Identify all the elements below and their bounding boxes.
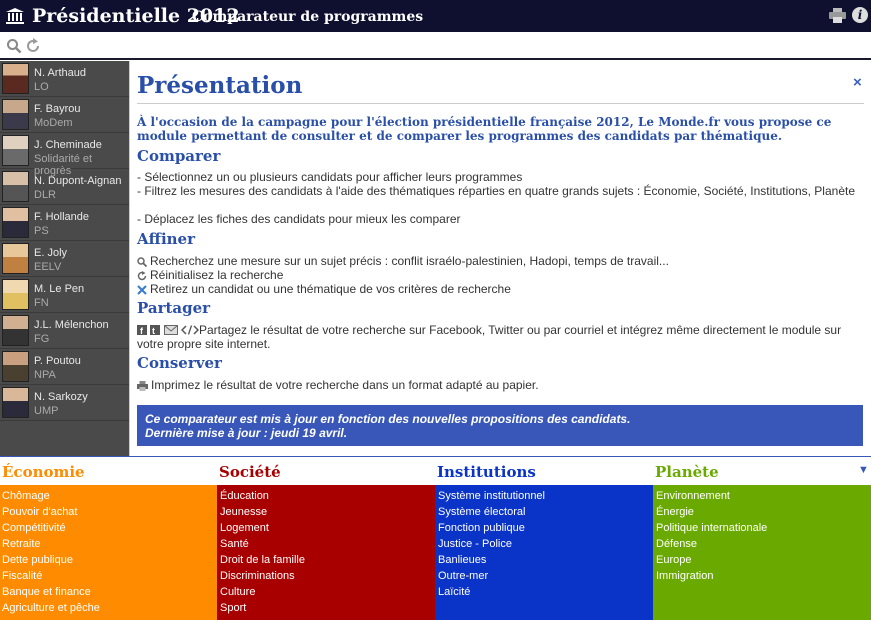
- theme-item[interactable]: Logement: [220, 522, 269, 534]
- svg-text:f: f: [140, 326, 143, 335]
- theme-item[interactable]: Laïcité: [438, 586, 471, 598]
- candidate-name: N. Dupont-Aignan: [34, 175, 122, 187]
- theme-item[interactable]: Pouvoir d'achat: [2, 506, 78, 518]
- section-title-conserver: Conserver: [137, 354, 222, 372]
- comparer-line: - Filtrez les mesures des candidats à l'aide des thématiques réparties en quatre grands sujets : Économie, Société, Institutions, Planète: [137, 184, 856, 198]
- presentation-panel: [129, 61, 871, 456]
- affiner-text: Recherchez une mesure sur un sujet précis : conflit israélo-palestinien, Hadopi, temps de travail...: [150, 254, 669, 268]
- theme-item[interactable]: Énergie: [656, 506, 694, 518]
- affiner-line: [137, 268, 283, 282]
- theme-list: [217, 485, 435, 620]
- info-icon[interactable]: i: [852, 7, 868, 23]
- app-header: [0, 0, 871, 32]
- candidate-photo: [2, 315, 29, 346]
- section-title-comparer: Comparer: [137, 147, 221, 165]
- candidate-party: LO: [34, 81, 49, 93]
- candidate-name: N. Sarkozy: [34, 391, 88, 403]
- divider: [137, 103, 864, 104]
- intro-text: À l'occasion de la campagne pour l'élection présidentielle française 2012, Le Monde.fr vous propose ce module permettant de consulter et de comparer les programmes des candidats par thématique.: [137, 115, 832, 143]
- candidate-party: FN: [34, 297, 49, 309]
- theme-column-economie: [0, 457, 217, 620]
- candidate-item[interactable]: [0, 169, 129, 205]
- theme-item[interactable]: Santé: [220, 538, 249, 550]
- theme-item[interactable]: Agriculture et pêche: [2, 602, 100, 614]
- notice-line: Dernière mise à jour : jeudi 19 avril.: [145, 426, 348, 440]
- theme-item[interactable]: Compétitivité: [2, 522, 66, 534]
- notice-line: Ce comparateur est mis à jour en fonction des nouvelles propositions des candidats.: [145, 412, 631, 426]
- refresh-icon[interactable]: [25, 38, 41, 54]
- affiner-line: [137, 282, 511, 296]
- search-icon: [137, 257, 147, 267]
- candidate-item[interactable]: [0, 349, 129, 385]
- theme-item[interactable]: Justice - Police: [438, 538, 512, 550]
- theme-item[interactable]: Jeunesse: [220, 506, 268, 518]
- candidate-name: E. Joly: [34, 247, 68, 259]
- partager-line: [137, 323, 862, 351]
- theme-item[interactable]: Système institutionnel: [438, 490, 545, 502]
- candidate-photo: [2, 135, 29, 166]
- refresh-icon: [137, 271, 147, 281]
- candidate-photo: [2, 63, 29, 94]
- candidate-name: F. Bayrou: [34, 103, 81, 115]
- candidate-photo: [2, 171, 29, 202]
- candidate-name: M. Le Pen: [34, 283, 85, 295]
- print-icon[interactable]: [829, 8, 846, 23]
- collapse-arrow-icon[interactable]: ▼: [858, 464, 869, 476]
- theme-title-institutions[interactable]: Institutions: [435, 457, 653, 485]
- candidate-photo: [2, 351, 29, 382]
- candidate-party: EELV: [34, 261, 62, 273]
- print-icon: [137, 381, 148, 391]
- affiner-line: [137, 254, 669, 268]
- candidate-item[interactable]: [0, 385, 129, 421]
- candidate-name: N. Arthaud: [34, 67, 86, 79]
- candidate-item[interactable]: [0, 313, 129, 349]
- affiner-text: Réinitialisez la recherche: [150, 268, 284, 282]
- app-subtitle: Comparateur de programmes: [192, 9, 424, 25]
- candidate-party: UMP: [34, 405, 59, 417]
- email-icon: [164, 325, 178, 335]
- theme-item[interactable]: Banlieues: [438, 554, 487, 566]
- candidate-item[interactable]: [0, 97, 129, 133]
- theme-item[interactable]: Système électoral: [438, 506, 526, 518]
- theme-column-societe: [217, 457, 435, 620]
- candidate-item[interactable]: [0, 61, 129, 97]
- themes-bar: [0, 456, 871, 620]
- candidate-photo: [2, 207, 29, 238]
- candidate-party: Solidarité et progrès: [34, 153, 93, 177]
- candidate-item[interactable]: [0, 205, 129, 241]
- candidate-name: J.L. Mélenchon: [34, 319, 109, 331]
- app-title: Présidentielle 2012: [32, 5, 240, 27]
- update-notice: [137, 405, 863, 446]
- candidate-party: DLR: [34, 189, 57, 201]
- candidate-item[interactable]: [0, 277, 129, 313]
- toolbar: [0, 32, 871, 60]
- close-icon: [137, 285, 147, 295]
- candidate-item[interactable]: [0, 133, 129, 177]
- candidate-name: J. Cheminade: [34, 139, 102, 151]
- comparer-line: - Déplacez les fiches des candidats pour mieux les comparer: [137, 212, 461, 226]
- comparer-line: - Sélectionnez un ou plusieurs candidats pour afficher leurs programmes: [137, 170, 523, 184]
- theme-item[interactable]: Droit de la famille: [220, 554, 305, 566]
- theme-column-institutions: [435, 457, 653, 620]
- conserver-line: [137, 378, 539, 392]
- theme-item[interactable]: Europe: [656, 554, 692, 566]
- theme-item[interactable]: Fiscalité: [2, 570, 43, 582]
- conserver-text: Imprimez le résultat de votre recherche dans un format adapté au papier.: [151, 378, 539, 392]
- share-icons: [137, 324, 199, 336]
- candidate-photo: [2, 387, 29, 418]
- theme-title-societe[interactable]: Société: [217, 457, 435, 485]
- theme-item[interactable]: Dette publique: [2, 554, 73, 566]
- candidate-name: P. Poutou: [34, 355, 81, 367]
- section-title-partager: Partager: [137, 299, 211, 317]
- candidate-photo: [2, 99, 29, 130]
- theme-list: [435, 485, 653, 620]
- theme-title-planete[interactable]: Planète: [653, 457, 871, 485]
- theme-item[interactable]: Immigration: [656, 570, 714, 582]
- embed-icon: [181, 325, 199, 335]
- theme-item[interactable]: Outre-mer: [438, 570, 489, 582]
- theme-item[interactable]: Éducation: [220, 490, 269, 502]
- theme-title-economie[interactable]: Économie: [0, 457, 217, 485]
- candidate-party: FG: [34, 333, 50, 345]
- candidate-party: MoDem: [34, 117, 73, 129]
- theme-column-planete: [653, 457, 871, 620]
- candidate-photo: [2, 243, 29, 274]
- theme-item[interactable]: Fonction publique: [438, 522, 525, 534]
- twitter-icon: [150, 325, 160, 335]
- section-title-affiner: Affiner: [137, 230, 196, 248]
- candidate-item[interactable]: [0, 241, 129, 277]
- panel-title: Présentation: [137, 72, 303, 99]
- candidate-list: [0, 61, 129, 456]
- close-icon[interactable]: ×: [853, 74, 862, 91]
- theme-item[interactable]: Chômage: [2, 490, 50, 502]
- theme-item[interactable]: Banque et finance: [2, 586, 91, 598]
- candidate-party: PS: [34, 225, 49, 237]
- theme-item[interactable]: Retraite: [2, 538, 41, 550]
- theme-item[interactable]: Environnement: [656, 490, 730, 502]
- svg-text:t: t: [152, 326, 156, 335]
- theme-item[interactable]: Discriminations: [220, 570, 295, 582]
- affiner-text: Retirez un candidat ou une thématique de vos critères de recherche: [150, 282, 511, 296]
- theme-list: [653, 485, 871, 620]
- search-icon[interactable]: [6, 38, 22, 54]
- monument-icon: [6, 8, 24, 24]
- partager-text: Partagez le résultat de votre recherche sur Facebook, Twitter ou par courriel et intégrez même directement le module sur votre propre site internet.: [137, 323, 842, 351]
- theme-item[interactable]: Culture: [220, 586, 256, 598]
- candidate-party: NPA: [34, 369, 56, 381]
- theme-list: [0, 485, 217, 620]
- candidate-name: F. Hollande: [34, 211, 90, 223]
- candidate-photo: [2, 279, 29, 310]
- facebook-icon: [137, 325, 147, 335]
- theme-item[interactable]: Sport: [220, 602, 247, 614]
- theme-item[interactable]: Politique internationale: [656, 522, 768, 534]
- theme-item[interactable]: Défense: [656, 538, 697, 550]
